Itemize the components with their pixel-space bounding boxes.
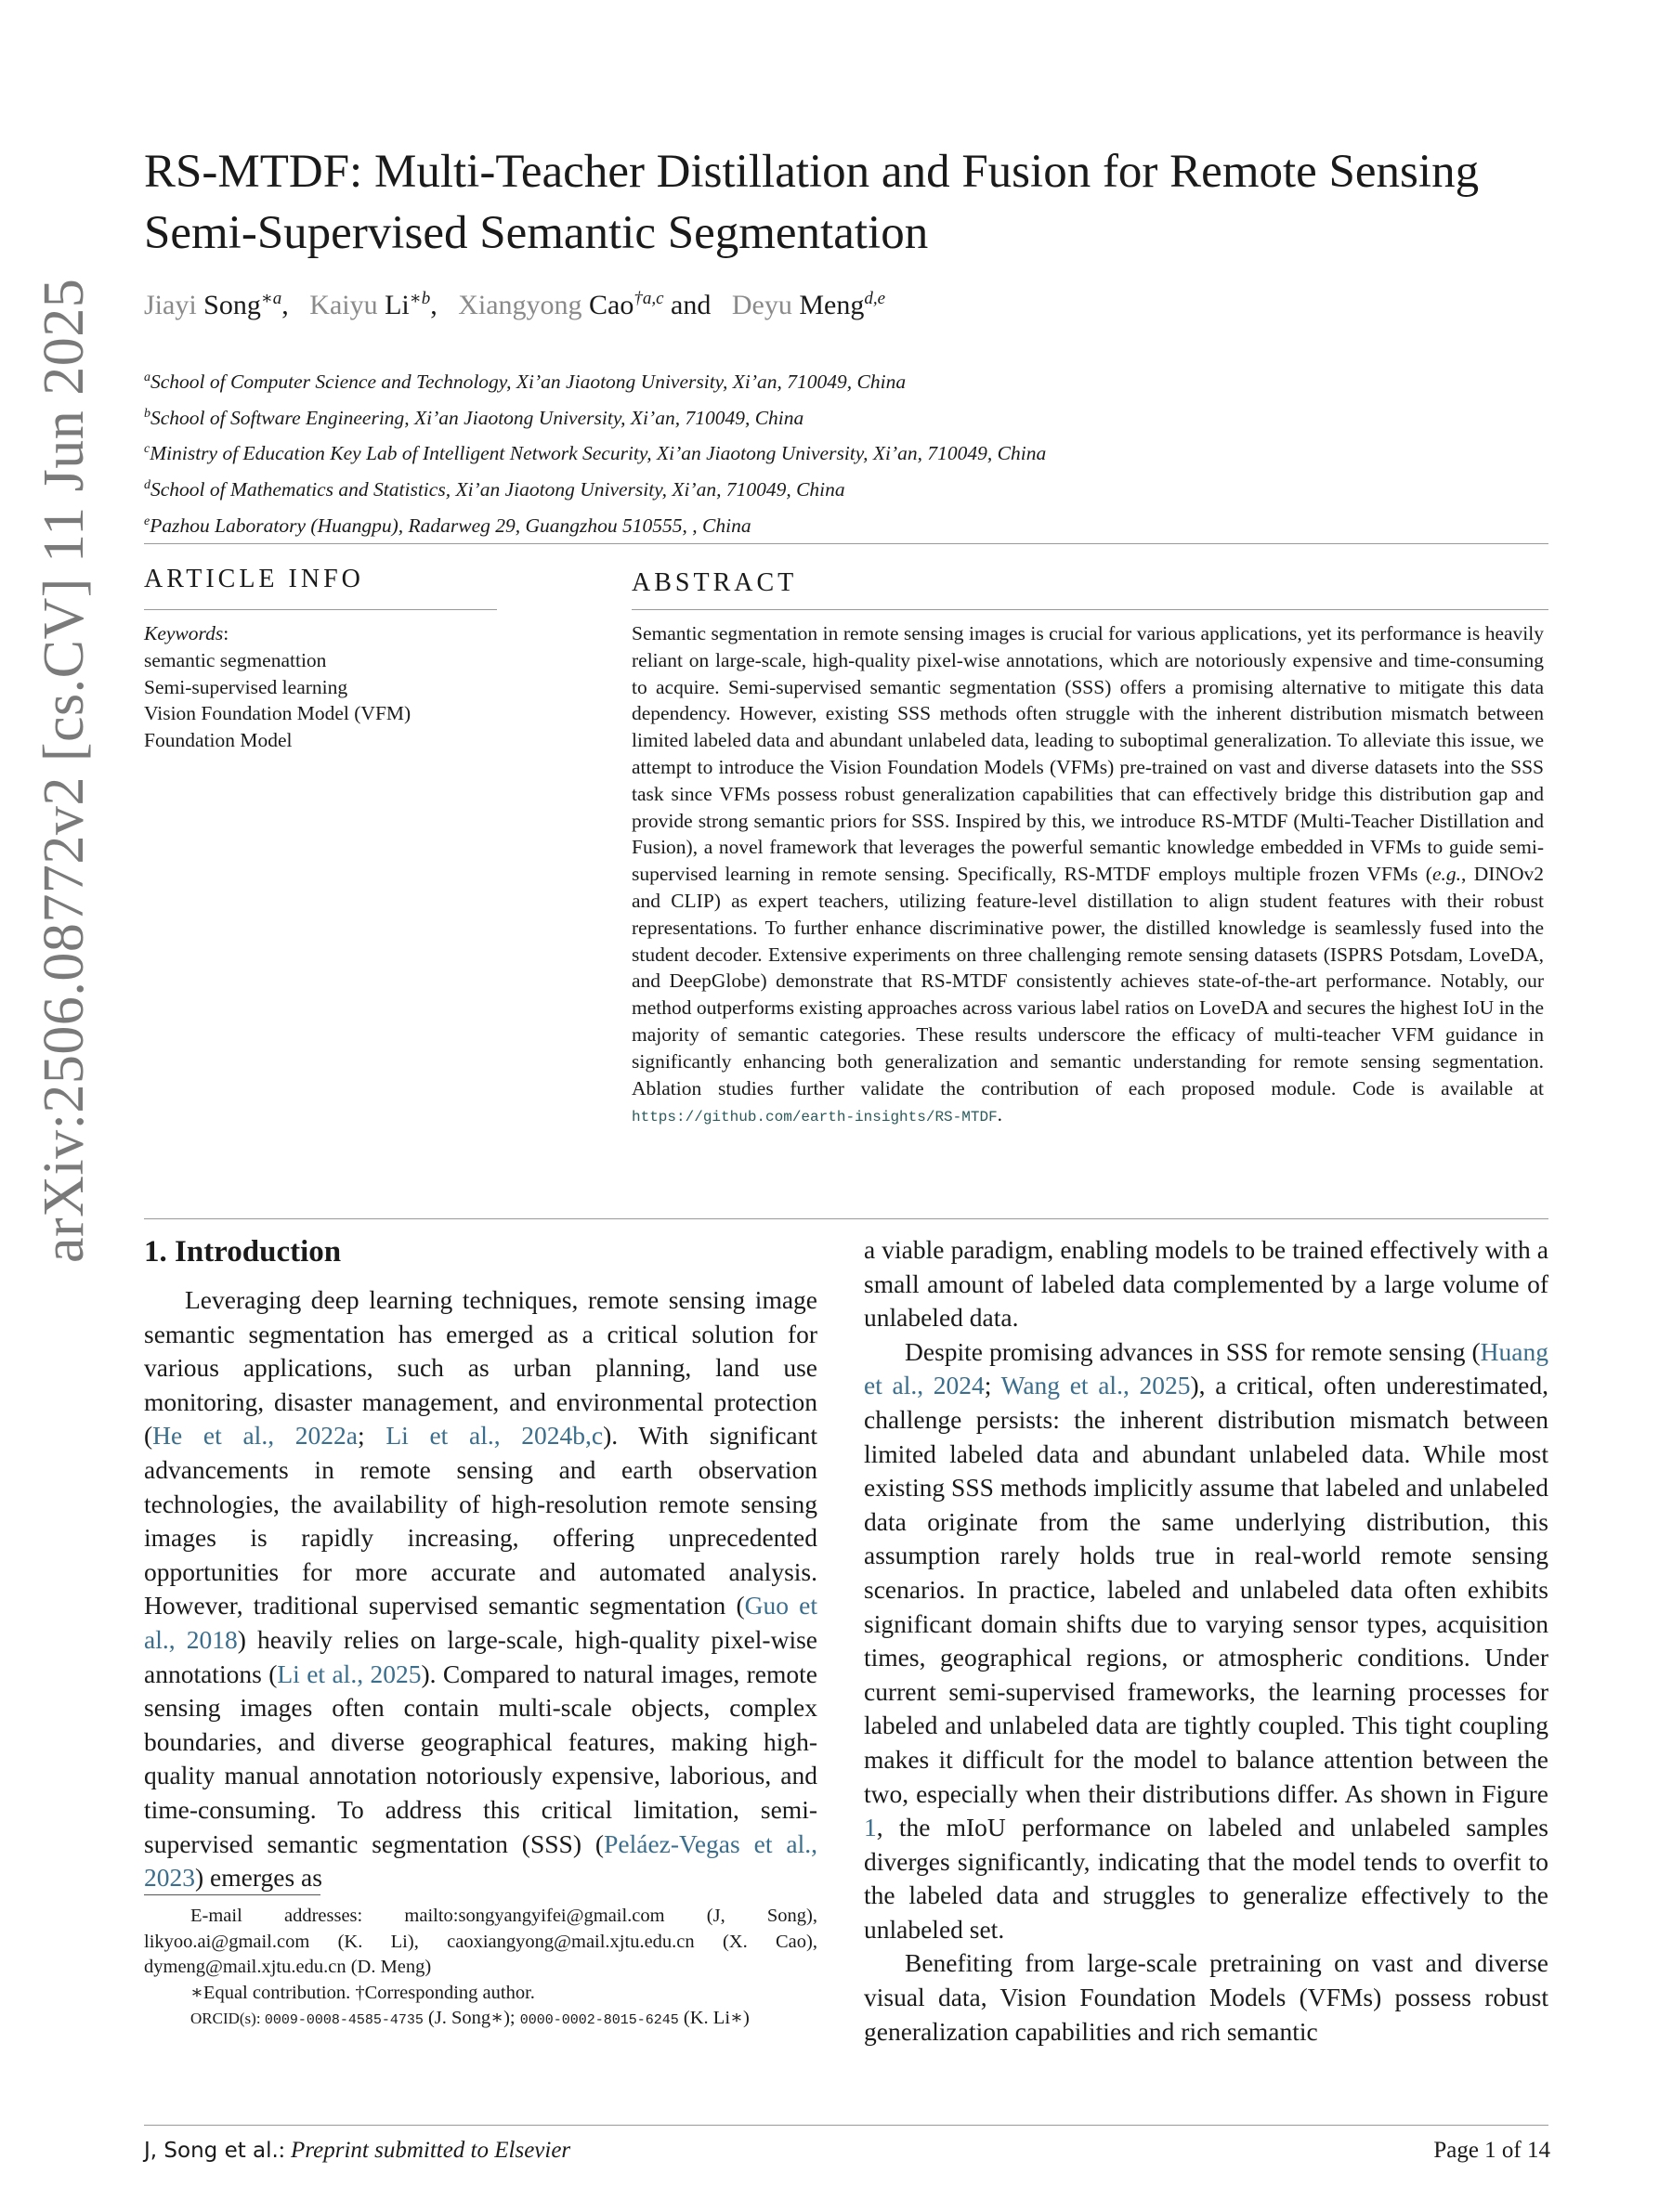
keyword-item: Foundation Model: [144, 729, 293, 752]
intro-paragraph-1-continued: a viable paradigm, enabling models to be trained effectively with a small amount of labeled data complemented by a large volume of unlabeled data.: [864, 1235, 1548, 1333]
abstract-text: Semantic segmentation in remote sensing images is crucial for various applications, yet its performance is heavily reliant on large-scale, high-quality pixel-wise annotations, which are notoriously expensive and time-consuming to acquire. Semi-supervised semantic segmentation (SSS) offers a promising alternative to mitigate this data dependency. However, existing SSS methods often struggle with the inherent distribution mismatch between limited labeled data and abundant unlabeled data, leading to suboptimal generalization. To alleviate this issue, we attempt to introduce the Vision Foundation Models (VFMs) pre-trained on vast and diverse datasets into the SSS task since VFMs possess robust generalization capabilities that can effectively bridge this distribution gap and provide strong semantic priors for SSS. Inspired by this, we introduce RS-MTDF (Multi-Teacher Distillation and Fusion), a novel framework that leverages the powerful semantic knowledge embedded in VFMs to guide semi-supervised learning in remote sensing. Specifically, RS-MTDF employs multiple frozen VFMs (e.g., DINOv2 and CLIP) as expert teachers, utilizing feature-level distillation to align student features with their robust representations. To further enhance discriminative power, the distilled knowledge is seamlessly fused into the student decoder. Extensive experiments on three challenging remote sensing datasets (ISPRS Potsdam, LoveDA, and DeepGlobe) demonstrate that RS-MTDF consistently achieves state-of-the-art performance. Notably, our method outperforms existing approaches across various label ratios on LoveDA and secures the highest IoU in the majority of semantic categories. These results underscore the efficacy of multi-teacher VFM guidance in significantly enhancing both generalization and semantic understanding for remote sensing segmentation. Ablation studies further validate the contribution of each proposed module. Code is available at https://github.com/earth-insights/RS-MTDF.: [632, 622, 1544, 1126]
citation[interactable]: Guo et al., 2018: [144, 1591, 817, 1654]
citation[interactable]: Li et al., 2024b,c: [385, 1421, 604, 1451]
abstract-bottom-divider: [144, 1218, 1548, 1219]
affiliation-item: $^e$Pazhou Laboratory (Huangpu), Radarweg 29, Guangzhou 510555, , China: [144, 514, 751, 537]
figure-reference[interactable]: 1: [864, 1813, 877, 1842]
section-heading-introduction: 1. Introduction: [144, 1235, 342, 1269]
author-4[interactable]: Deyu Meng$^{d,e}$: [731, 289, 886, 320]
author-2[interactable]: Kaiyu $Li^{∗b}$: [309, 289, 431, 320]
citation[interactable]: Huang et al., 2024: [864, 1336, 1548, 1400]
affiliation-item: $^c$Ministry of Education Key Lab of Intelligent Network Security, Xi’an Jiaotong University, Xi’an, 710049, China: [144, 442, 1047, 465]
author-3[interactable]: Xiangyong Cao$^{\dagger a,c}$: [458, 289, 664, 320]
intro-paragraph-2: Despite promising advances in SSS for remote sensing (Huang et al., 2024; Wang et al., 2025), a critical, often underestimated, challenge persists: the inherent distribution mismatch between limited labeled data and abundant unlabeled data. While most existing SSS methods implicitly assume that labeled and unlabeled data originate from the same underlying distribution, this assumption rarely holds true in real-world remote sensing scenarios. In practice, labeled and unlabeled data often exhibits significant domain shifts due to varying sensor types, acquisition times, geographical regions, or atmospheric conditions. Under current semi-supervised frameworks, the learning processes for labeled and unlabeled data are tightly coupled. This tight coupling makes it difficult for the model to balance attention between the two, especially when their distributions differ. As shown in Figure 1, the mIoU performance on labeled and unlabeled samples diverges significantly, indicating that the model tends to overfit to the labeled data and struggles to generalize effectively to the unlabeled set.: [864, 1336, 1548, 1944]
footer-citation: J, Song et al.: Preprint submitted to Elsevier: [144, 2138, 571, 2163]
footnotes: [144, 1904, 817, 2034]
code-link[interactable]: https://github.com/earth-insights/RS-MTDF: [632, 1109, 998, 1126]
keyword-item: Semi-supervised learning: [144, 675, 348, 698]
paper-title: RS-MTDF: Multi-Teacher Distillation and Fusion for Remote Sensing Semi-Supervised Semantic Segmentation: [144, 146, 1480, 259]
citation[interactable]: Peláez-Vegas et al., 2023: [144, 1828, 817, 1893]
article-info-heading: ARTICLE INFO: [144, 565, 364, 593]
intro-paragraph-1: Leveraging deep learning techniques, remote sensing image semantic segmentation has emerged as a critical solution for various applications, such as urban planning, land use monitoring, disaster management, and environmental protection (He et al., 2022a; Li et al., 2024b,c). With significant advancements in remote sensing and earth observation technologies, the availability of high-resolution remote sensing images is rapidly increasing, offering unprecedented opportunities for more accurate and automated analysis. However, traditional supervised semantic segmentation (Guo et al., 2018) heavily relies on large-scale, high-quality pixel-wise annotations (Li et al., 2025). Compared to natural images, remote sensing images often contain multi-scale objects, complex boundaries, and diverse geographical features, making high-quality manual annotation notoriously expensive, laborious, and time-consuming. To address this critical limitation, semi-supervised semantic segmentation (SSS) (Peláez-Vegas et al., 2023) emerges as: [144, 1285, 817, 1893]
footnote-orcid: ORCID(s): 0009-0008-4585-4735 (J. Song∗); 0000-0002-8015-6245 (K. Li∗): [190, 2008, 750, 2028]
keyword-item: Vision Foundation Model (VFM): [144, 702, 411, 725]
keywords-block: Keywords: semantic segmenattion Semi-supervised learning Vision Foundation Model (VFM) Foundation Model: [144, 620, 411, 754]
footnote-emails: E-mail addresses: mailto:songyangyifei@gmail.com (J, Song), likyoo.ai@gmail.com (K. Li), caoxiangyong@mail.xjtu.edu.cn (X. Cao), dymeng@mail.xjtu.edu.cn (D. Meng): [144, 1906, 817, 1977]
affiliation-item: $^b$School of Software Engineering, Xi’an Jiaotong University, Xi’an, 710049, China: [144, 406, 804, 429]
footnote-equal: ∗Equal contribution. †Corresponding author.: [190, 1982, 535, 2003]
abstract-heading: ABSTRACT: [632, 568, 798, 597]
citation[interactable]: Wang et al., 2025: [1000, 1371, 1191, 1400]
header-divider: [144, 543, 1548, 544]
left-column: [144, 1283, 817, 1895]
author-1[interactable]: Jiayi Song$^{∗a}$: [144, 289, 282, 320]
citation[interactable]: Li et al., 2025: [277, 1659, 422, 1688]
abstract-divider: [632, 609, 1548, 610]
page-number: Page 1 of 14: [1433, 2138, 1550, 2163]
arxiv-stamp: arXiv:2506.08772v2 [cs.CV] 11 Jun 2025: [33, 278, 96, 1263]
footnote-divider: [144, 1894, 320, 1895]
keyword-item: semantic segmenattion: [144, 648, 327, 671]
author-list: Jiayi Song$^{∗a}$, Kaiyu $Li^{∗b}$, Xiangyong Cao$^{\dagger a,c}$ and Deyu Meng$^{d,e}$: [144, 289, 886, 320]
intro-paragraph-3: Benefiting from large-scale pretraining on vast and diverse visual data, Vision Foundation Models (VFMs) possess robust generalization capabilities and rich semantic: [864, 1948, 1548, 2046]
keywords-label: Keywords: [144, 622, 224, 644]
right-column: [864, 1233, 1548, 2049]
affiliation-item: $^a$School of Computer Science and Technology, Xi’an Jiaotong University, Xi’an, 710049, China: [144, 371, 907, 394]
affiliation-item: $^d$School of Mathematics and Statistics, Xi’an Jiaotong University, Xi’an, 710049, China: [144, 477, 845, 501]
footer-divider: [144, 2125, 1548, 2126]
citation[interactable]: He et al., 2022a: [152, 1421, 358, 1451]
article-info-divider: [144, 609, 497, 610]
affiliation-list: [144, 362, 1537, 541]
